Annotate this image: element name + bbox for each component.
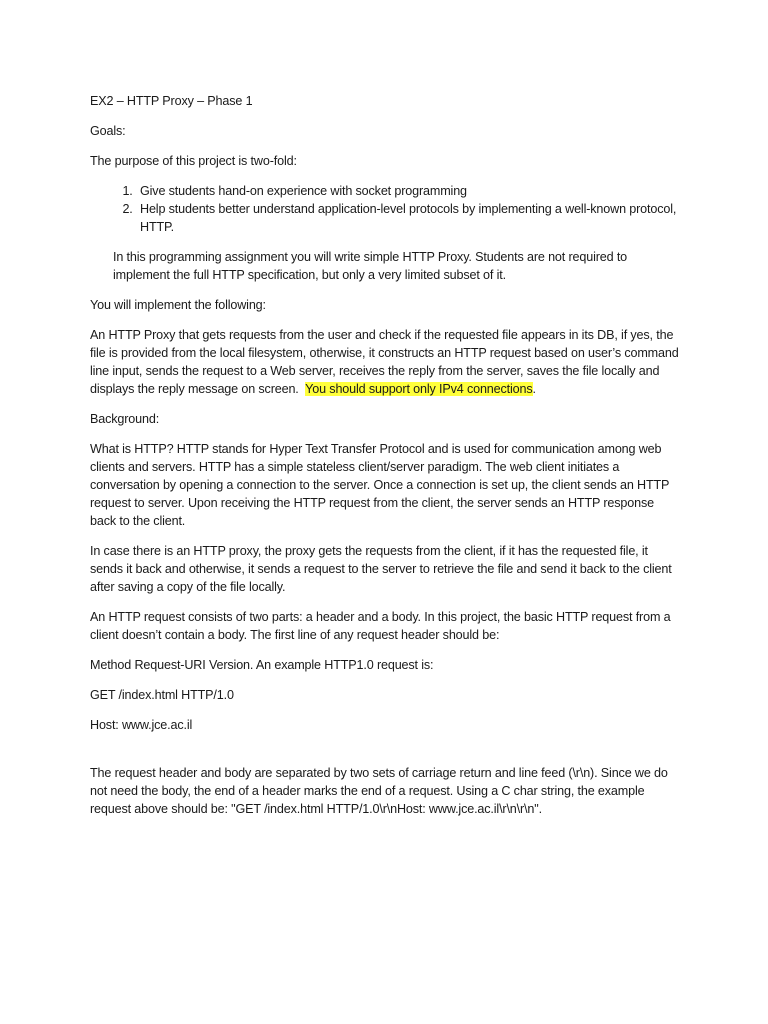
proxy-description: An HTTP Proxy that gets requests from the user and check if the requested file appears in its DB, if yes, the file is provided from the local filesystem, otherwise, it constructs an HTTP request based on user’s command line input, sends the request to a Web server, receives the reply from the server, saves the file locally and displays the reply message on screen.: [90, 328, 679, 396]
what-is-http-paragraph: What is HTTP? HTTP stands for Hyper Text Transfer Protocol and is used for communication among web clients and servers. HTTP has a simple stateless client/server paradigm. The web client initiates a conversation by opening a connection to the server. Once a connection is set up, the client sends an HTTP request to server. Upon receiving the HTTP request from the client, the server sends an HTTP response back to the client.: [90, 442, 670, 528]
example-host-line: Host: www.jce.ac.il: [90, 718, 193, 732]
implement-intro: You will implement the following:: [90, 298, 266, 312]
proxy-case-paragraph: In case there is an HTTP proxy, the proxy gets the requests from the client, if it has the requested file, it sends it back and otherwise, it sends a request to the server to retrieve the file and send it back to the client after saving a copy of the file locally.: [90, 544, 672, 594]
document-body: [90, 92, 680, 830]
example-get-line: GET /index.html HTTP/1.0: [90, 688, 234, 702]
goals-list: [90, 182, 680, 236]
background-heading: Background:: [90, 412, 160, 426]
document-title: EX2 – HTTP Proxy – Phase 1: [90, 94, 253, 108]
proxy-description-paragraph: [90, 326, 680, 398]
method-line: Method Request-URI Version. An example HTTP1.0 request is:: [90, 658, 434, 672]
request-parts-paragraph: An HTTP request consists of two parts: a header and a body. In this project, the basic HTTP request from a client doesn’t contain a body. The first line of any request header should be:: [90, 610, 671, 642]
goals-heading: Goals:: [90, 124, 126, 138]
goal-item-2: 2. Help students better understand application-level protocols by implementing a well-known protocol, HTTP.: [136, 200, 680, 236]
goal-item-1: 1. Give students hand-on experience with socket programming: [136, 182, 680, 200]
separator-paragraph: The request header and body are separated by two sets of carriage return and line feed (\r\n). Since we do not need the body, the end of a header marks the end of a request. Using a C char string, the example request above should be: "GET /index.html HTTP/1.0\r\nHost: www.jce.ac.il\r\n\r\n".: [90, 766, 668, 816]
purpose-intro: The purpose of this project is two-fold:: [90, 154, 297, 168]
ipv4-highlight: You should support only IPv4 connections: [305, 382, 533, 396]
assignment-paragraph: In this programming assignment you will write simple HTTP Proxy. Students are not required to implement the full HTTP specification, but only a very limited subset of it.: [113, 250, 628, 282]
highlight-suffix: .: [532, 382, 536, 396]
